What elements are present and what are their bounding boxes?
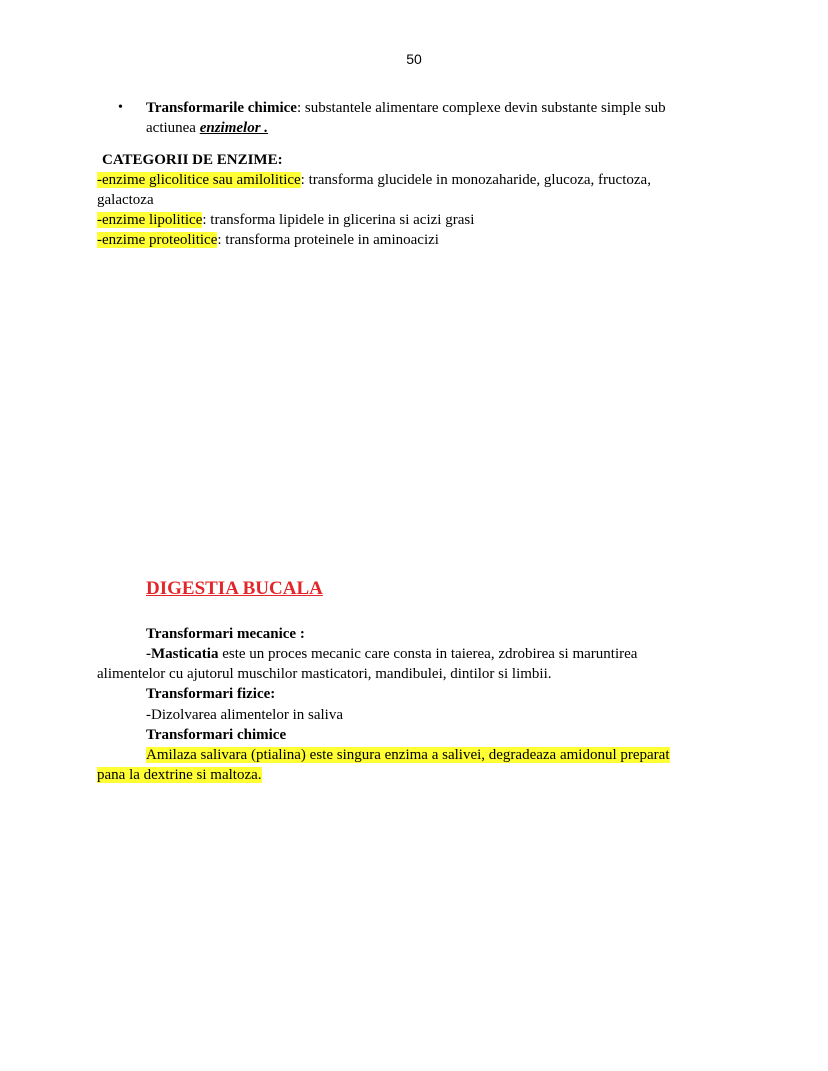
enzyme-item-proteolytic <box>97 230 439 250</box>
mechanical-heading: Transformari mecanice : <box>146 626 305 642</box>
chemical-text-1: Amilaza salivara (ptialina) este singura enzima a salivei, degradeaza amidonul preparat <box>146 747 670 763</box>
chemical-line-2 <box>97 765 262 785</box>
enzyme-term-glycolytic: -enzime glicolitice sau amilolitice <box>97 172 301 188</box>
enzyme-desc-proteolytic: : transforma proteinele in aminoacizi <box>217 232 439 248</box>
enzyme-desc-glycolytic: : transforma glucidele in monozaharide, glucoza, fructoza, <box>300 172 651 188</box>
bullet-emphasis: enzimelor . <box>199 120 269 136</box>
bullet-line-2 <box>146 118 268 138</box>
physical-text: -Dizolvarea alimentelor in saliva <box>146 707 343 723</box>
page-number: 50 <box>406 51 422 67</box>
enzyme-desc-lipolytic: : transforma lipidele in glicerina si acizi grasi <box>202 212 475 228</box>
mechanical-text-1: este un proces mecanic care consta in taierea, zdrobirea si maruntirea <box>218 646 638 662</box>
enzyme-categories-heading: CATEGORII DE ENZIME: <box>102 152 283 168</box>
enzyme-item-lipolytic <box>97 210 474 230</box>
bullet-marker: • <box>118 100 123 115</box>
bullet-text-1: : substantele alimentare complexe devin substante simple sub <box>296 100 666 116</box>
mechanical-line-1 <box>146 644 637 664</box>
enzyme-term-lipolytic: -enzime lipolitice <box>97 212 203 228</box>
enzyme-item-glycolytic <box>97 170 651 190</box>
physical-heading: Transformari fizice: <box>146 686 276 702</box>
chemical-line-1 <box>146 745 670 765</box>
bullet-line-1 <box>146 98 666 118</box>
enzyme-term-proteolytic: -enzime proteolitice <box>97 232 218 248</box>
mechanical-line-2: alimentelor cu ajutorul muschilor masticatori, mandibulei, dintilor si limbii. <box>97 666 552 682</box>
enzyme-item-glycolytic-cont: galactoza <box>97 192 154 208</box>
chemical-heading: Transformari chimice <box>146 727 287 743</box>
bullet-text-2: actiunea <box>146 120 200 136</box>
bullet-term: Transformarile chimice <box>146 100 297 116</box>
chemical-text-2: pana la dextrine si maltoza. <box>97 767 262 783</box>
section-title-digestia-bucala: DIGESTIA BUCALA <box>146 578 323 599</box>
mechanical-term: -Masticatia <box>146 646 219 662</box>
